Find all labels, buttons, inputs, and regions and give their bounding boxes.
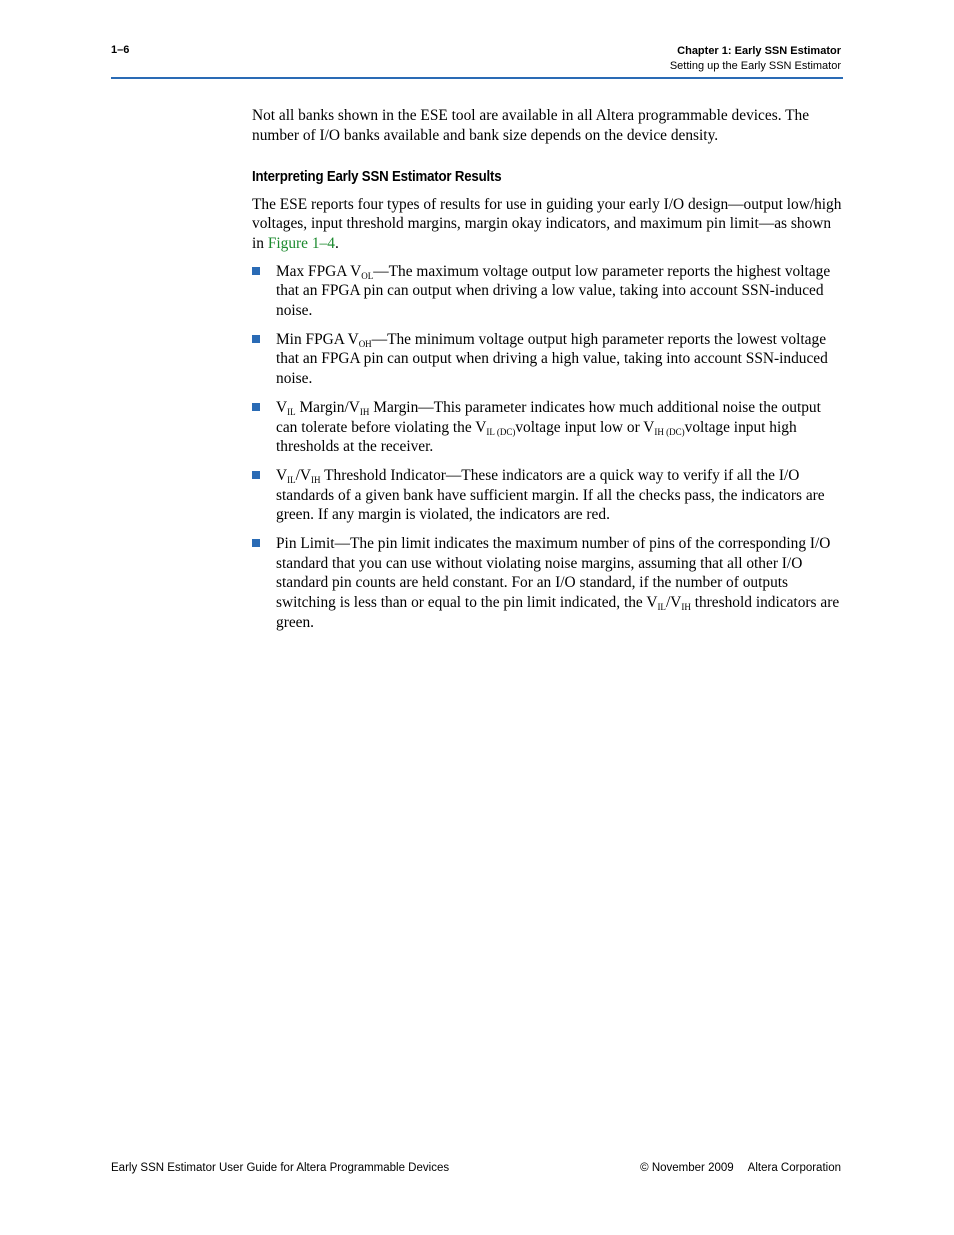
item-text: /V <box>295 467 312 485</box>
footer-info <box>640 1162 841 1174</box>
footer-title: Early SSN Estimator User Guide for Altera Programmable Devices <box>111 1162 450 1174</box>
bullet-square-icon <box>252 539 260 547</box>
item-label: V <box>276 467 288 485</box>
item-text: —The maximum voltage output low parameter reports the highest voltage that an FPGA pin can output when driving a low value, taking into account SSN-induced noise. <box>276 262 831 319</box>
item-text: —The minimum voltage output high parameter reports the lowest voltage that an FPGA pin can output when driving a high value, taking into account SSN-induced noise. <box>276 330 828 387</box>
item-label: V <box>276 398 288 416</box>
item-text: /V <box>665 594 682 612</box>
item-label: Min FPGA V <box>276 330 359 348</box>
results-paragraph <box>252 195 844 254</box>
bullet-square-icon <box>252 335 260 343</box>
results-text: The ESE reports four types of results for use in guiding your early I/O design—output low/high voltages, input threshold margins, margin okay indicators, and maximum pin limit—as shown in <box>252 195 842 252</box>
subscript: IH <box>359 406 370 417</box>
bullet-square-icon <box>252 403 260 411</box>
subscript: IH (DC) <box>654 426 685 437</box>
intro-paragraph: Not all banks shown in the ESE tool are available in all Altera programmable devices. The number of I/O banks available and bank size depends on the device density. <box>252 107 810 144</box>
subscript: OL <box>361 270 374 281</box>
section-heading: Interpreting Early SSN Estimator Results <box>252 169 502 186</box>
results-list <box>252 262 844 633</box>
bullet-square-icon <box>252 471 260 479</box>
item-text: voltage input low or V <box>515 418 655 436</box>
item-text: threshold indicators are green. <box>276 594 840 631</box>
page-body <box>252 106 844 642</box>
chapter-title: Chapter 1: Early SSN Estimator <box>677 45 841 57</box>
subscript: IL (DC) <box>486 426 516 437</box>
item-text: voltage input high thresholds at the receiver. <box>276 418 797 456</box>
bullet-square-icon <box>252 267 260 275</box>
subscript: IL <box>287 475 296 486</box>
page-number: 1–6 <box>111 44 130 56</box>
running-header <box>670 44 841 74</box>
subscript: IH <box>681 602 691 613</box>
item-text: Pin Limit—The pin limit indicates the maximum number of pins of the corresponding I/O standard that you can use without violating noise margins, assuming that all other I/O standard pin counts are held constant. For an I/O standard, if the number of outputs switching is less than or equal to the pin limit indicated, the V <box>276 535 831 612</box>
figure-link[interactable]: Figure 1–4 <box>267 234 335 252</box>
item-label: Max FPGA V <box>276 262 362 280</box>
item-text: Margin—This parameter indicates how much additional noise the output can tolerate before violating the V <box>276 398 821 436</box>
item-text: Margin/V <box>295 398 360 416</box>
list-item <box>252 330 844 389</box>
subscript: IL <box>657 602 666 613</box>
item-text: Threshold Indicator—These indicators are a quick way to verify if all the I/O standards of a given bank have sufficient margin. If all the checks pass, the indicators are green. If any margin is violated, the indicators are red. <box>276 467 825 524</box>
footer-date: © November 2009 <box>640 1162 734 1174</box>
subscript: IL <box>287 406 296 417</box>
list-item <box>252 398 844 457</box>
list-item <box>252 466 844 525</box>
footer-company: Altera Corporation <box>747 1162 841 1174</box>
list-item <box>252 262 844 321</box>
subscript: IH <box>311 475 321 486</box>
list-item <box>252 534 844 632</box>
subscript: OH <box>358 338 372 349</box>
results-text-end: . <box>334 234 339 252</box>
section-title: Setting up the Early SSN Estimator <box>669 60 841 72</box>
header-rule <box>111 77 843 79</box>
